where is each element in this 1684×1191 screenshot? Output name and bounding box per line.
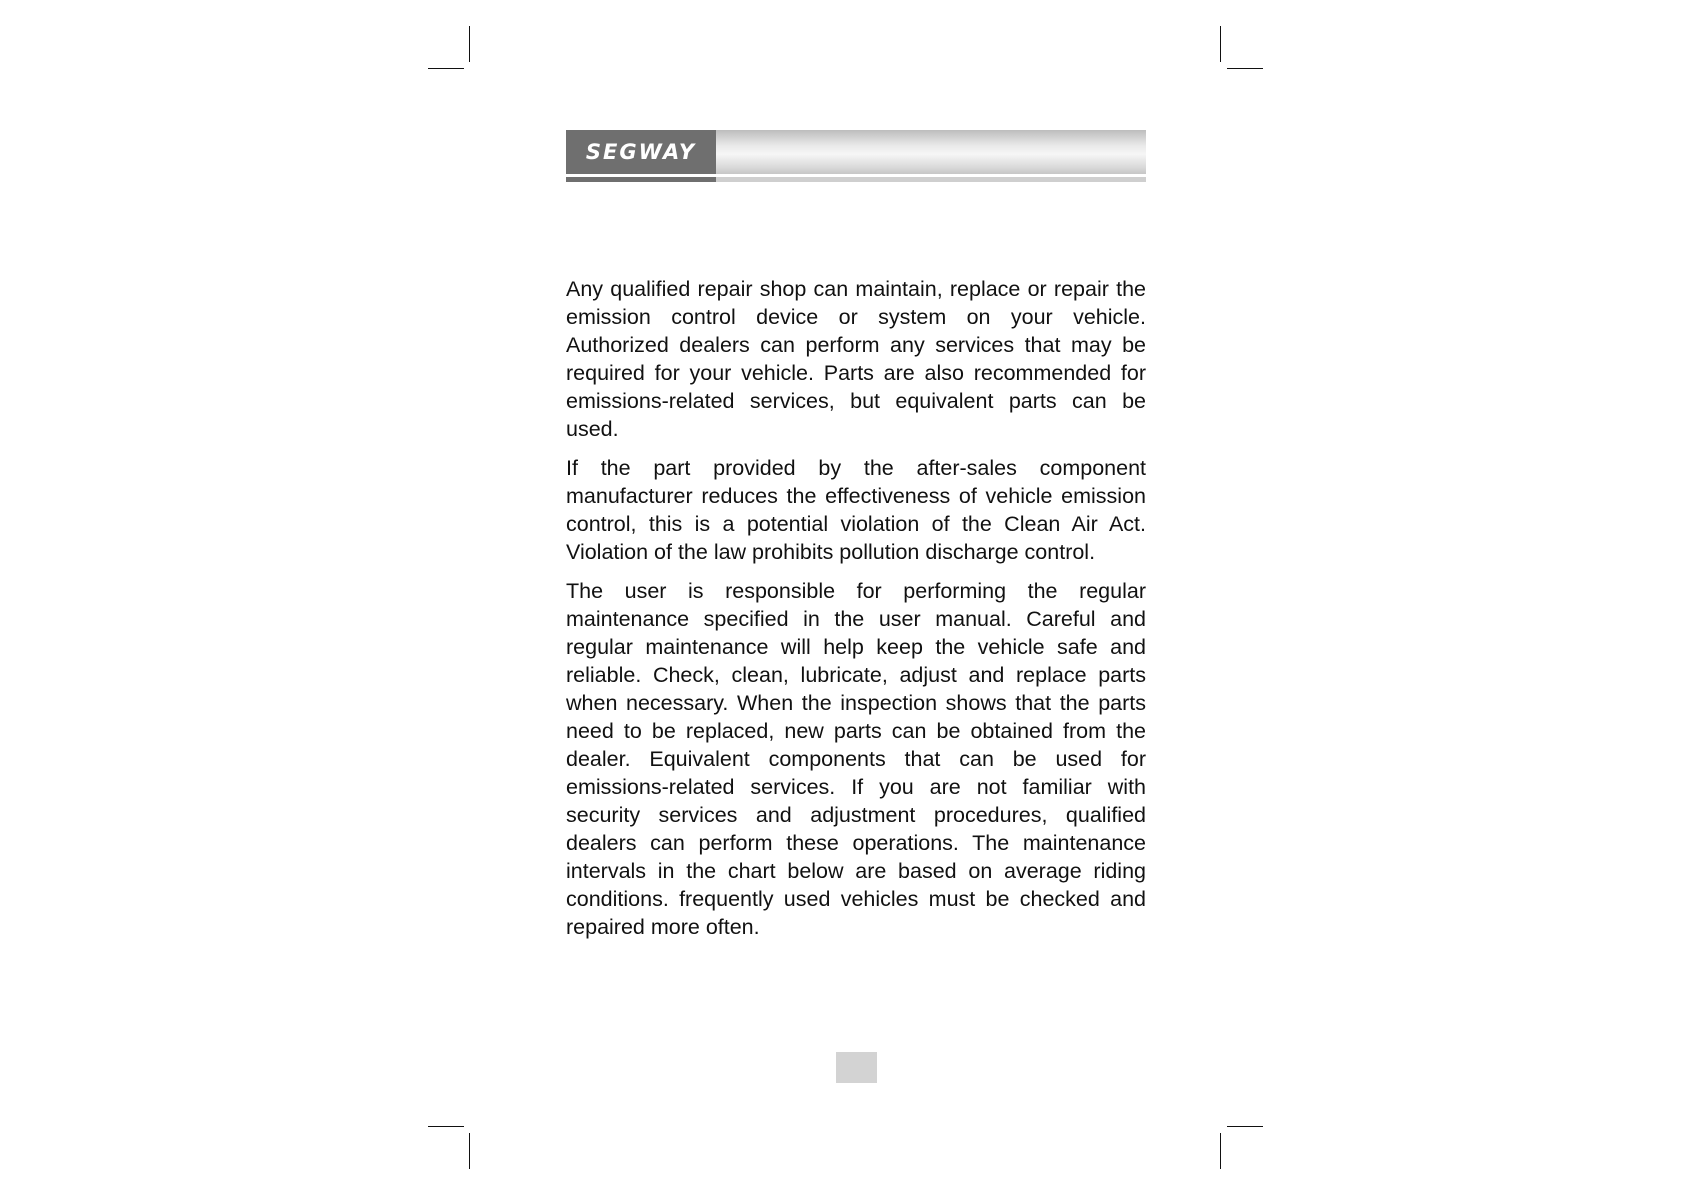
crop-mark-top-right-horizontal [1227, 68, 1263, 69]
paragraph-clean-air-act: If the part provided by the after-sales component manufacturer reduces the effectiveness of vehicle emission control, this is a potential violation of the Clean Air Act. Violation of the law prohibits pollution discharge control. [566, 456, 1146, 564]
logo-underline [566, 177, 716, 182]
crop-mark-top-left-vertical [469, 26, 470, 62]
logo-text: SEGWAY [585, 140, 697, 164]
crop-mark-bottom-left-vertical [469, 1133, 470, 1169]
paragraph-repair-shop: Any qualified repair shop can maintain, replace or repair the emission control device or system on your vehicle. Authorized dealers can perform any services that may be required for your vehicle. Parts are also recommended for emissions-related services, but equivalent parts can be used. [566, 277, 1146, 441]
segway-logo [566, 130, 716, 174]
crop-mark-bottom-right-horizontal [1227, 1126, 1263, 1127]
paragraph-maintenance: The user is responsible for performing the regular maintenance specified in the user manual. Careful and regular maintenance will help keep the vehicle safe and reliable. Check, clean, lubricate, adjust and replace parts when necessary. When the inspection shows that the parts need to be replaced, new parts can be obtained from the dealer. Equivalent components that can be used for emissions-related services. If you are not familiar with security services and adjustment procedures, qualified dealers can perform these operations. The maintenance intervals in the chart below are based on average riding conditions. frequently used vehicles must be checked and repaired more often. [566, 579, 1146, 939]
page-header [566, 130, 1146, 183]
page-number-box [836, 1052, 877, 1083]
header-gradient-bar [716, 130, 1146, 174]
crop-mark-bottom-right-vertical [1220, 1133, 1221, 1169]
crop-mark-top-right-vertical [1220, 26, 1221, 62]
body-text [566, 275, 1146, 952]
crop-mark-top-left-horizontal [428, 68, 464, 69]
crop-mark-bottom-left-horizontal [428, 1126, 464, 1127]
header-underline [716, 177, 1146, 182]
